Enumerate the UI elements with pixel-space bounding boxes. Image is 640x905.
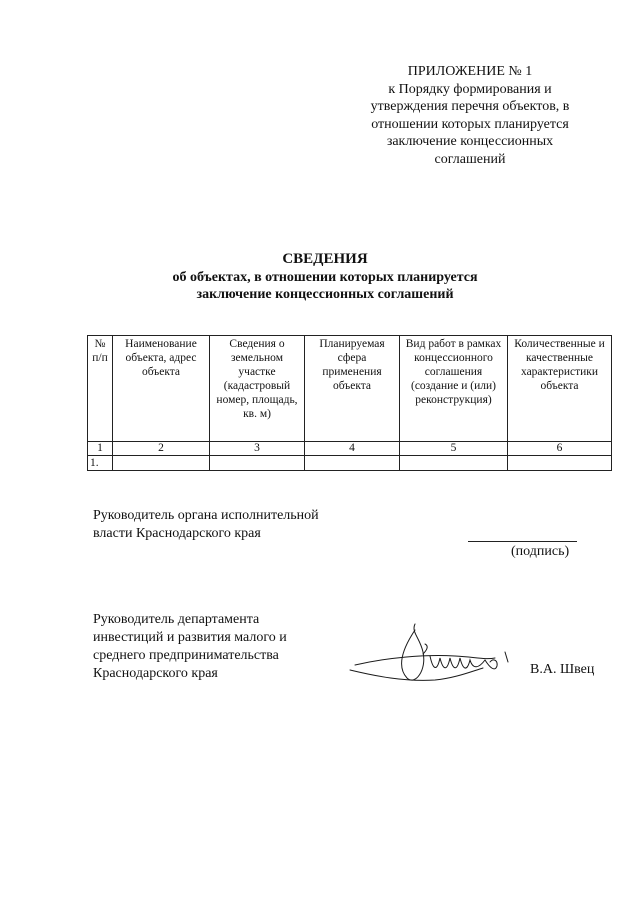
objects-table (87, 335, 612, 471)
title-subtitle-line: заключение концессионных соглашений (196, 287, 454, 302)
signer-name: В.А. Швец (530, 662, 595, 677)
signatory-2-title (93, 611, 287, 683)
table-cell (400, 456, 508, 471)
title-subtitle-line: об объектах, в отношении которых планируется (172, 270, 478, 285)
table-cell (210, 456, 305, 471)
appendix-line: утверждения перечня объектов, в (370, 99, 570, 114)
document-title (130, 250, 520, 303)
column-number-cell: 6 (508, 442, 612, 456)
handwritten-signature (345, 610, 535, 695)
header-cell-characteristics: Количественные и качественные характеристики объекта (508, 336, 612, 442)
signatory-2-line: среднего предпринимательства (93, 648, 279, 663)
table-cell (305, 456, 400, 471)
appendix-line: к Порядку формирования и (388, 81, 552, 97)
signature-line (468, 541, 577, 542)
column-number-cell: 4 (305, 442, 400, 456)
table-header-row (88, 336, 612, 442)
header-cell-works: Вид работ в рамках концессионного соглашения (создание и (или) реконструкция) (400, 336, 508, 442)
signatory-1-line: Руководитель органа исполнительной (93, 508, 319, 523)
signature-caption: (подпись) (511, 544, 570, 559)
column-number-cell: 3 (210, 442, 305, 456)
title-main: СВЕДЕНИЯ (282, 251, 368, 267)
signatory-1-line: власти Краснодарского края (93, 526, 261, 541)
appendix-line: отношении которых планируется (371, 116, 569, 132)
table-cell (113, 456, 210, 471)
header-cell-land: Сведения о земельном участке (кадастровый номер, площадь, кв. м) (210, 336, 305, 442)
appendix-line: заключение концессионных (386, 134, 554, 149)
header-cell-name: Наименование объекта, адрес объекта (113, 336, 210, 442)
appendix-line: соглашений (434, 151, 506, 167)
signatory-2-line: Руководитель департамента (93, 612, 260, 627)
column-number-cell: 1 (88, 442, 113, 456)
signatory-2-line: инвестиций и развития малого и (93, 630, 287, 645)
column-number-row (88, 442, 612, 456)
table-row (88, 456, 612, 471)
appendix-line: ПРИЛОЖЕНИЕ № 1 (407, 64, 533, 79)
table-cell: 1. (88, 456, 113, 471)
column-number-cell: 5 (400, 442, 508, 456)
signatory-1-title (93, 507, 319, 543)
signatory-2-line: Краснодарского края (93, 666, 218, 681)
header-cell-sphere: Планируемая сфера применения объекта (305, 336, 400, 442)
header-cell-number: № п/п (88, 336, 113, 442)
column-number-cell: 2 (113, 442, 210, 456)
table-cell (508, 456, 612, 471)
appendix-header (330, 63, 610, 168)
